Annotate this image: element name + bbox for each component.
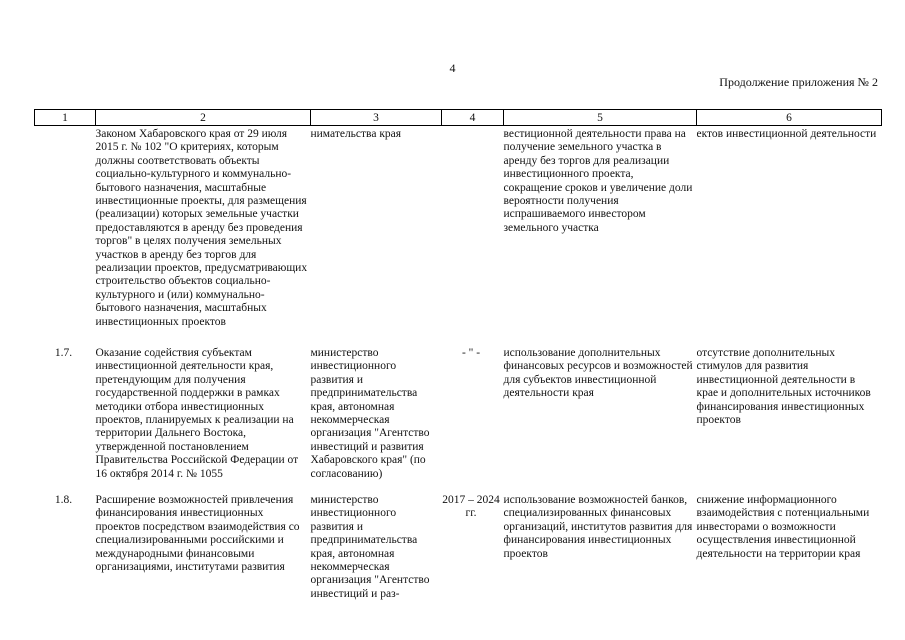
column-header-4: 4 <box>442 110 504 126</box>
executor-cell: министерство инвестиционного развития и предпринимательства края, автономная некоммерческая организация "Агентство инвестиций и раз- <box>310 494 430 600</box>
executor-cell: нимательства края <box>310 128 402 140</box>
column-header-5: 5 <box>504 110 697 126</box>
column-header-1: 1 <box>35 110 96 126</box>
column-header-3: 3 <box>311 110 442 126</box>
consequence-cell: ектов инвестиционной деятельности <box>696 128 877 140</box>
row-number <box>35 126 96 341</box>
measure-cell: Расширение возможностей привлечения финансирования инвестиционных проектов посредством взаимодействия со специализированными российскими и международными финансовыми организациями, институтами развития <box>95 494 300 574</box>
term-cell: 2017 – 2024 гг. <box>442 494 500 520</box>
table-row <box>35 487 882 601</box>
table-row <box>35 126 882 341</box>
measures-table <box>34 109 882 601</box>
measure-cell: Оказание содействия субъектам инвестиционной деятельности края, претендующим для получения государственной поддержки в рамках методики отбора инвестиционных проектов, планируемых к реализации на территории Дальнего Востока, утвержденной постановлением Правительства Российской Федерации от 16 октября 2014 г. № 1055 <box>95 347 299 480</box>
column-header-2: 2 <box>96 110 311 126</box>
result-cell: использование возможностей банков, специализированных финансовых организаций, институтов развития для финансирования инвестиционных проектов <box>503 494 693 560</box>
measure-cell: Законом Хабаровского края от 29 июля 2015 г. № 102 "О критериях, которым должны соответствовать объекты социально-культурного и коммунально-бытового назначения, масштабные инвестиционные проекты, для размещения (реализации) которых земельные участки предоставляются в аренду без проведения торгов" в целях получения земельных участков в аренду без торгов для реализации проектов, предусматривающих строительство объектов социально-культурного и (или) коммунально-бытового назначения, масштабных инвестиционных проектов <box>95 128 308 328</box>
continuation-title: Продолжение приложения № 2 <box>719 75 878 89</box>
row-number: 1.7. <box>54 347 73 359</box>
result-cell: использование дополнительных финансовых ресурсов и возможностей для субъектов инвестиционной деятельности края <box>503 347 693 400</box>
page-number: 4 <box>449 61 456 75</box>
row-number: 1.8. <box>54 494 73 506</box>
executor-cell: министерство инвестиционного развития и предпринимательства края, автономная некоммерческая организация "Агентство инвестиций и развития Хабаровского края" (по согласованию) <box>310 347 430 480</box>
term-cell <box>442 126 504 341</box>
consequence-cell: снижение информационного взаимодействия с потенциальными инвесторами о возможности осуществления инвестиционной деятельности на территории края <box>696 494 870 560</box>
result-cell: вестиционной деятельности права на получение земельного участка в аренду без торгов для реализации инвестиционного проекта, сокращение сроков и увеличение доли вероятности получения испрашиваемого инвестором земельного участка <box>503 128 693 234</box>
header-row <box>35 110 882 126</box>
term-cell: - " - <box>461 347 481 359</box>
consequence-cell: отсутствие дополнительных стимулов для развития инвестиционной деятельности в крае и дополнительных источников финансирования инвестиционных проектов <box>696 347 871 427</box>
column-header-6: 6 <box>697 110 882 126</box>
table-row <box>35 340 882 487</box>
